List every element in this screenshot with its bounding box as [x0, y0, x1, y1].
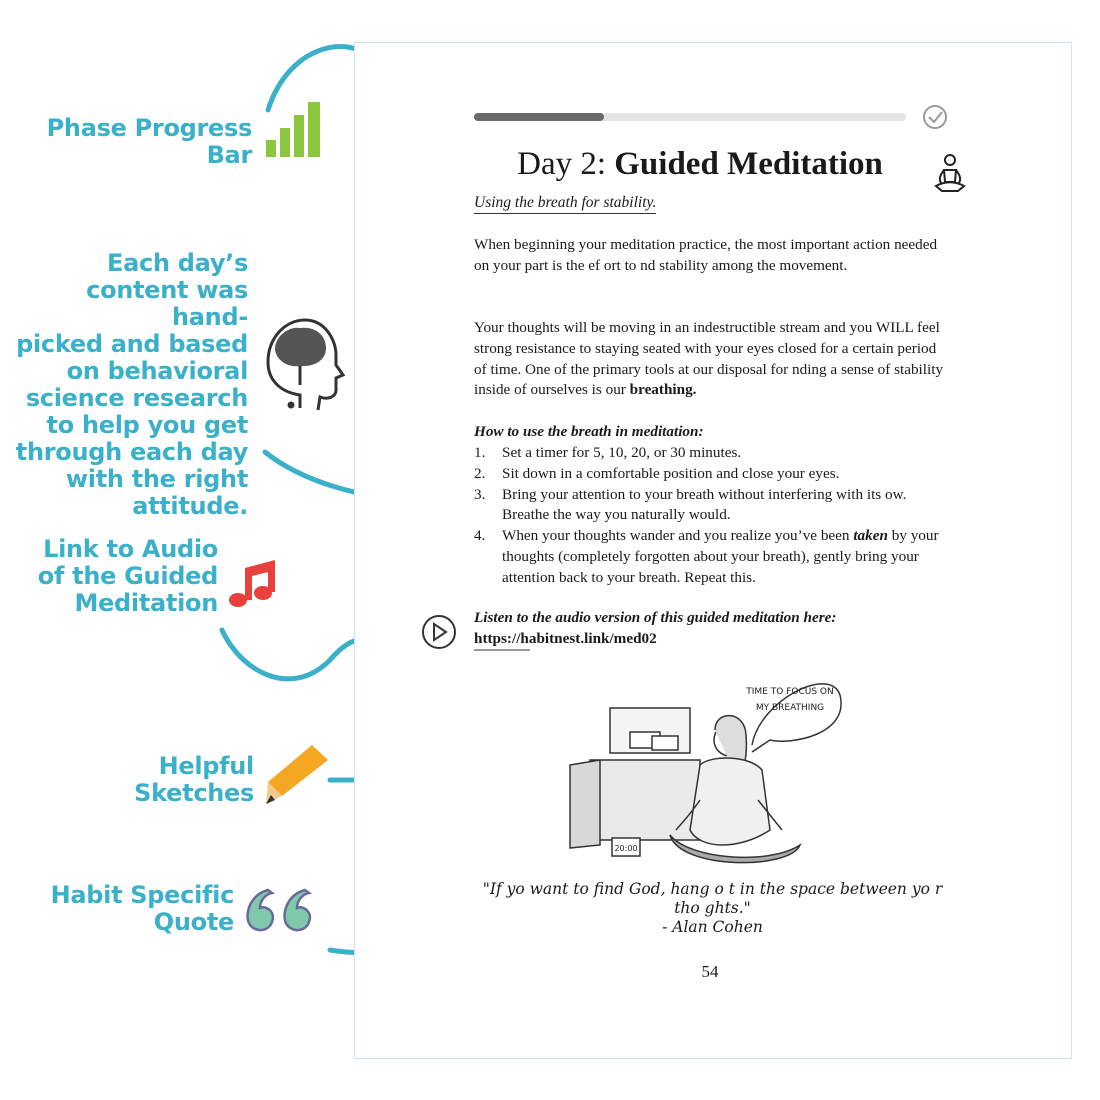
annotation-audio: Link to Audio of the Guided Meditation [37, 535, 218, 617]
annotation-quote: Habit Specific Quote [50, 881, 234, 936]
habit-quote [470, 880, 955, 937]
quote-author: - Alan Cohen [662, 918, 763, 936]
annotation-phase-progress: Phase Progress Bar [46, 114, 252, 169]
timer-text: 20:00 [614, 844, 638, 853]
intro-paragraph: When beginning your meditation practice, the most important action needed on your part is the ef ort to nd stability among the movement. [474, 236, 938, 274]
annotation-sketches: Helpful Sketches [134, 752, 254, 807]
list-item: 1. Set a timer for 5, 10, 20, or 30 minutes. [474, 444, 742, 461]
page-subtitle: Using the breath for stability. [474, 194, 656, 214]
howto-heading: How to use the breath in meditation: [474, 423, 704, 440]
list-item: 3. Bring your attention to your breath without interfering with its ow. Breathe the way you naturally would. [474, 485, 907, 524]
list-item: 4. When your thoughts wander and you realize you’ve been taken by your thoughts (completely forgotten about your breath), gently bring your attention back to your breath. Repeat this. [474, 527, 939, 586]
annotation-content: Each day’s content was hand- picked and based on behavioral science research to help you get through each day with the right attitude. [15, 249, 248, 520]
list-item: 2. Sit down in a comfortable position and close your eyes. [474, 464, 840, 482]
speech-bubble-line2: MY BREATHING [755, 703, 825, 713]
quote-text: "If yo want to find God, hang o t in the space between yo r tho ghts." [482, 880, 943, 917]
speech-bubble-line1: TIME TO FOCUS ON [746, 687, 834, 697]
page-number: 54 [701, 962, 719, 981]
audio-link[interactable]: https://habitnest.link/med02 [474, 630, 657, 647]
listen-text: Listen to the audio version of this guided meditation here: [474, 609, 837, 626]
page-title: Day 2: Guided Meditation [517, 146, 883, 182]
body-paragraph: Your thoughts will be moving in an indestructible stream and you WILL feel strong resistance to staying seated with your eyes closed for a certain period of time. One of the primary tools at our disposal for nding a sense of stability inside of ourselves is our breathing. [474, 319, 944, 399]
